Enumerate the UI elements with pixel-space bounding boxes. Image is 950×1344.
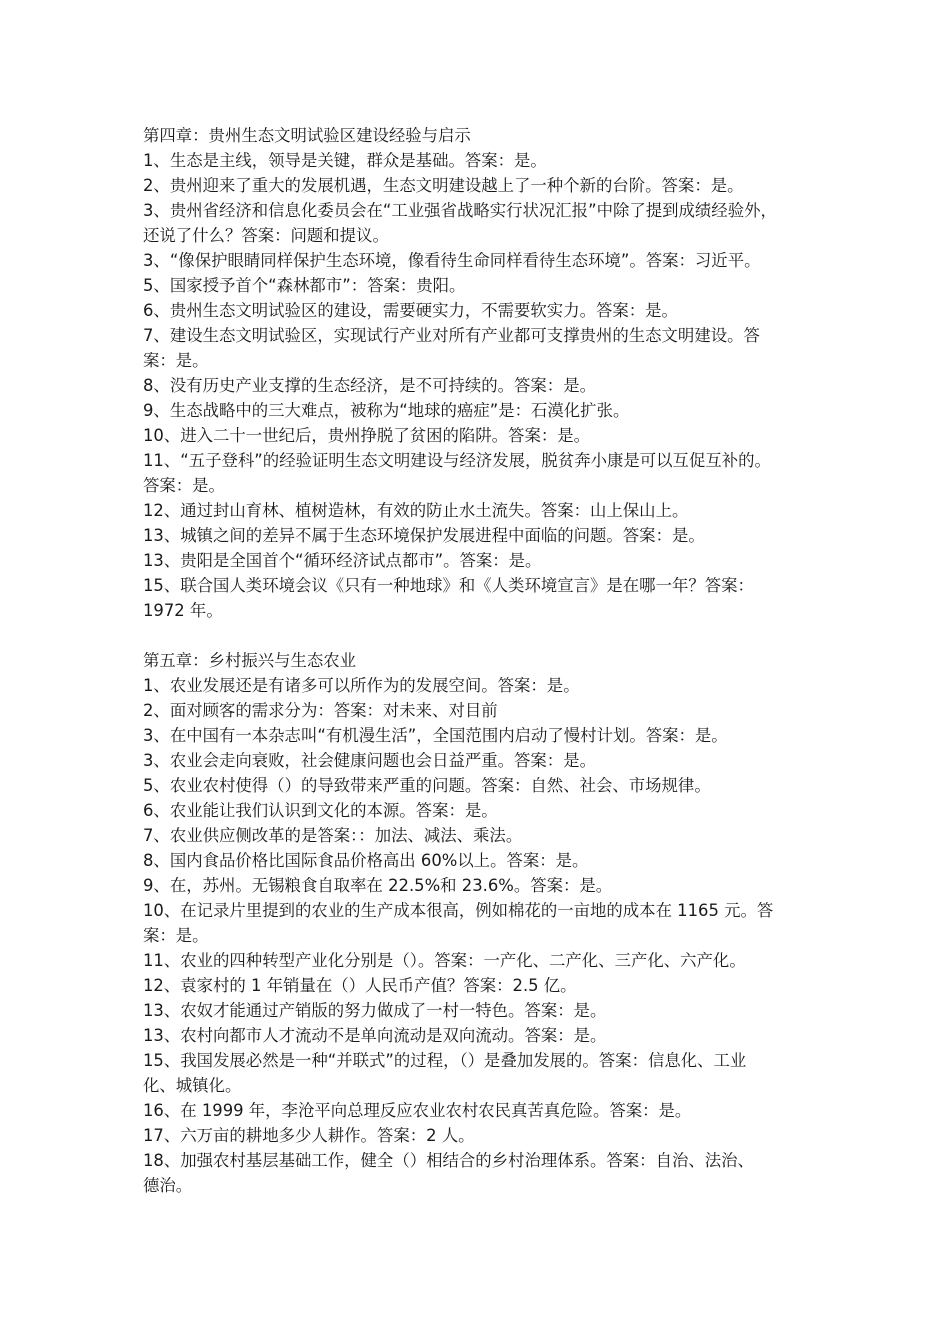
chapter-5-line: 1、农业发展还是有诸多可以所作为的发展空间。答案：是。 — [143, 676, 580, 695]
chapter-5-line: 化、城镇化。 — [143, 1076, 242, 1095]
chapter-4-line: 15、联合国人类环境会议《只有一种地球》和《人类环境宣言》是在哪一年？答案： — [143, 576, 754, 595]
chapter-4-line: 10、进入二十一世纪后，贵州挣脱了贫困的陷阱。答案：是。 — [143, 426, 591, 445]
chapter-5-line: 18、加强农村基层基础工作，健全（）相结合的乡村治理体系。答案：自治、法治、 — [143, 1151, 754, 1170]
chapter-4-line: 9、生态战略中的三大难点，被称为“地球的癌症”是：石漠化扩张。 — [143, 401, 630, 420]
chapter-5-line: 案：是。 — [143, 926, 209, 945]
chapter-4-line: 3、“像保护眼睛同样保护生态环境，像看待生命同样看待生态环境”。答案：习近平。 — [143, 251, 761, 270]
chapter-4-line: 案：是。 — [143, 351, 209, 370]
chapter-4-title: 第四章：贵州生态文明试验区建设经验与启示 — [143, 126, 471, 145]
chapter-5-line: 5、农业农村使得（）的导致带来严重的问题。答案：自然、社会、市场规律。 — [143, 776, 711, 795]
chapter-4-line: 5、国家授予首个“森林都市”：答案：贵阳。 — [143, 276, 466, 295]
chapter-4-line: 12、通过封山育林、植树造林，有效的防止水土流失。答案：山上保山上。 — [143, 501, 689, 520]
chapter-4-line: 11、“五子登科”的经验证明生态文明建设与经济发展，脱贫奔小康是可以互促互补的。 — [143, 451, 771, 470]
chapter-4-line: 1972 年。 — [143, 601, 223, 620]
chapter-4-line: 13、贵阳是全国首个“循环经济试点都市”。答案：是。 — [143, 551, 542, 570]
section-spacer — [143, 623, 815, 648]
chapter-5-line: 3、在中国有一本杂志叫“有机漫生活”，全国范围内启动了慢村计划。答案：是。 — [143, 726, 728, 745]
chapter-5-line: 3、农业会走向衰败，社会健康问题也会日益严重。答案：是。 — [143, 751, 596, 770]
chapter-5-line: 17、六万亩的耕地多少人耕作。答案：2 人。 — [143, 1126, 475, 1145]
chapter-4-line: 13、城镇之间的差异不属于生态环境保护发展进程中面临的问题。答案：是。 — [143, 526, 705, 545]
chapter-5-line: 6、农业能让我们认识到文化的本源。答案：是。 — [143, 801, 498, 820]
chapter-4-line: 1、生态是主线，领导是关键，群众是基础。答案：是。 — [143, 151, 547, 170]
chapter-5-line: 15、我国发展必然是一种“并联式”的过程，（）是叠加发展的。答案：信息化、工业 — [143, 1051, 747, 1070]
chapter-4-line: 还说了什么？答案：问题和提议。 — [143, 226, 389, 245]
chapter-4-line: 答案：是。 — [143, 476, 225, 495]
chapter-5-line: 13、农村向都市人才流动不是单向流动是双向流动。答案：是。 — [143, 1026, 607, 1045]
chapter-5-line: 12、袁家村的 1 年销量在（）人民币产值？答案：2.5 亿。 — [143, 976, 577, 995]
chapter-5-body — [143, 673, 815, 1198]
chapter-5-line: 8、国内食品价格比国际食品价格高出 60%以上。答案：是。 — [143, 851, 589, 870]
document-page — [143, 123, 815, 1198]
chapter-4-body — [143, 148, 815, 623]
chapter-4-line: 3、贵州省经济和信息化委员会在“工业强省战略实行状况汇报”中除了提到成绩经验外， — [143, 201, 777, 220]
chapter-5-line: 德治。 — [143, 1176, 193, 1195]
chapter-5-line: 16、在 1999 年，李沧平向总理反应农业农村农民真苦真危险。答案：是。 — [143, 1101, 692, 1120]
chapter-4-line: 6、贵州生态文明试验区的建设，需要硬实力，不需要软实力。答案：是。 — [143, 301, 678, 320]
chapter-4-line: 2、贵州迎来了重大的发展机遇，生态文明建设越上了一种个新的台阶。答案：是。 — [143, 176, 744, 195]
chapter-5-title: 第五章：乡村振兴与生态农业 — [143, 651, 357, 670]
chapter-5-line: 2、面对顾客的需求分为：答案：对未来、对目前 — [143, 701, 498, 720]
chapter-5-line: 10、在记录片里提到的农业的生产成本很高，例如棉花的一亩地的成本在 1165 元。答 — [143, 901, 774, 920]
chapter-4-line: 7、建设生态文明试验区，实现试行产业对所有产业都可支撑贵州的生态文明建设。答 — [143, 326, 760, 345]
chapter-5-line: 7、农业供应侧改革的是答案：：加法、减法、乘法。 — [143, 826, 523, 845]
chapter-4-line: 8、没有历史产业支撑的生态经济，是不可持续的。答案：是。 — [143, 376, 596, 395]
chapter-5-line: 9、在，苏州。无锡粮食自取率在 22.5%和 23.6%。答案：是。 — [143, 876, 613, 895]
chapter-5-line: 11、农业的四种转型产业化分别是（）。答案：一产化、二产化、三产化、六产化。 — [143, 951, 746, 970]
chapter-5-line: 13、农奴才能通过产销版的努力做成了一村一特色。答案：是。 — [143, 1001, 607, 1020]
